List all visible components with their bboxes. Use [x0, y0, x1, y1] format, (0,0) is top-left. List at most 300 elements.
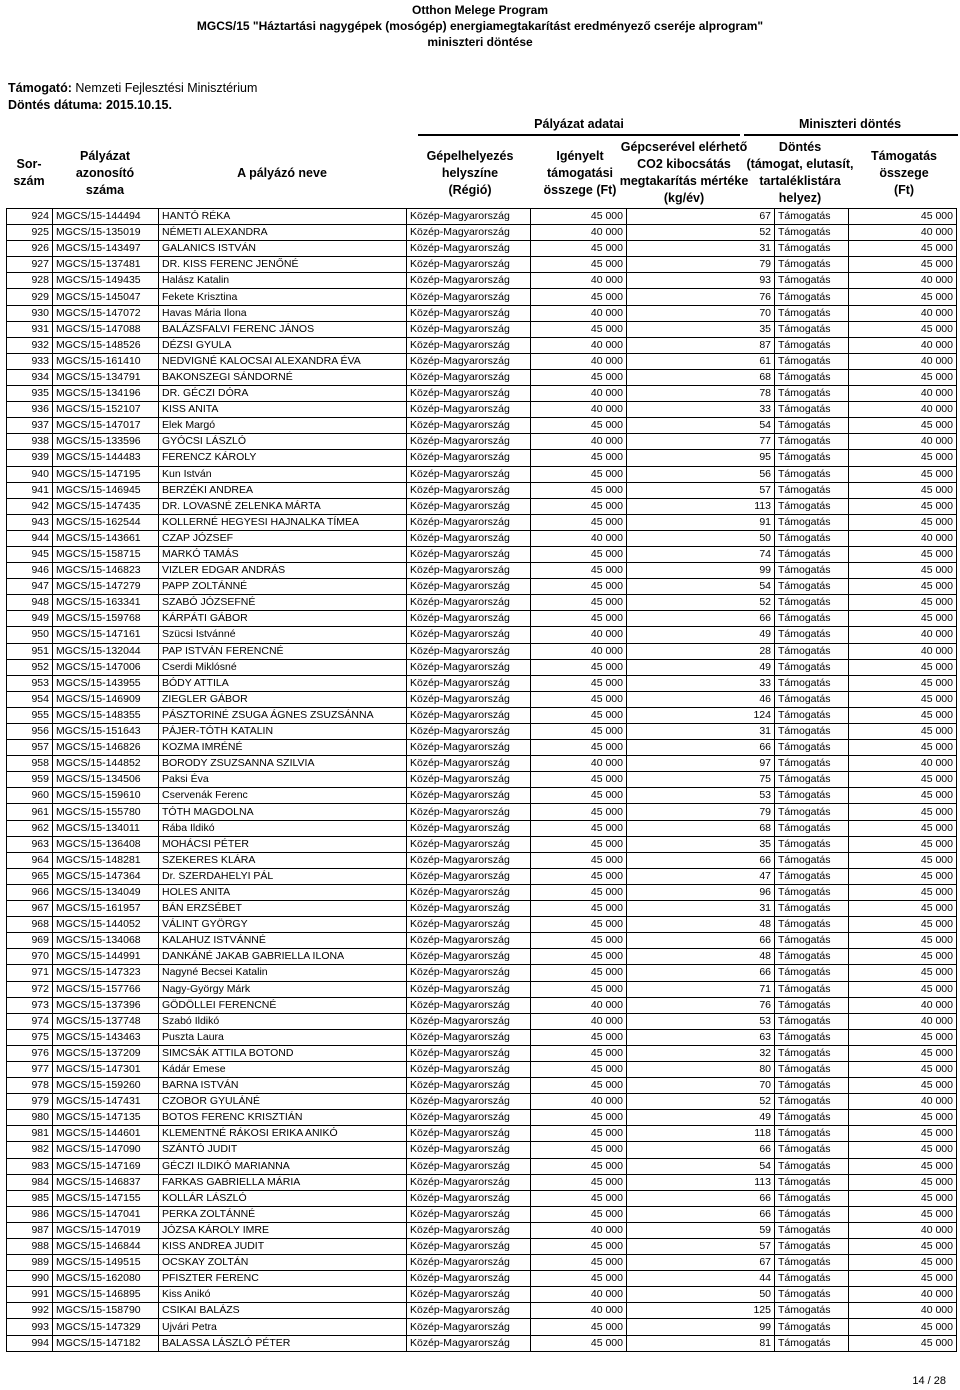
cell-igenyelt: 40 000: [531, 273, 627, 289]
cell-sorszam: 953: [7, 675, 53, 691]
table-row: [7, 772, 957, 788]
table-row: [7, 434, 957, 450]
col-header-azonosito: Pályázat azonosító száma: [75, 148, 135, 197]
cell-nev: VÁLINT GYÖRGY: [159, 917, 407, 933]
cell-co2: 50: [627, 530, 775, 546]
cell-osszeg: 45 000: [849, 563, 957, 579]
table-row: [7, 353, 957, 369]
cell-regio: Közép-Magyarország: [407, 1061, 531, 1077]
col-header-nev: A pályázó neve: [237, 165, 327, 180]
cell-regio: Közép-Magyarország: [407, 289, 531, 305]
cell-sorszam: 948: [7, 595, 53, 611]
cell-igenyelt: 45 000: [531, 804, 627, 820]
cell-dontes: Támogatás: [775, 740, 849, 756]
cell-sorszam: 954: [7, 691, 53, 707]
cell-co2: 57: [627, 1239, 775, 1255]
cell-co2: 44: [627, 1271, 775, 1287]
cell-osszeg: 45 000: [849, 981, 957, 997]
cell-regio: Közép-Magyarország: [407, 1303, 531, 1319]
cell-regio: Közép-Magyarország: [407, 1142, 531, 1158]
table-row: [7, 997, 957, 1013]
cell-sorszam: 932: [7, 337, 53, 353]
cell-nev: Halász Katalin: [159, 273, 407, 289]
cell-co2: 75: [627, 772, 775, 788]
cell-osszeg: 45 000: [849, 1126, 957, 1142]
cell-co2: 66: [627, 611, 775, 627]
cell-azonosito: MGCS/15-146837: [53, 1174, 159, 1190]
cell-azonosito: MGCS/15-143661: [53, 530, 159, 546]
cell-osszeg: 45 000: [849, 917, 957, 933]
cell-osszeg: 45 000: [849, 595, 957, 611]
cell-sorszam: 992: [7, 1303, 53, 1319]
cell-nev: BÁN ERZSÉBET: [159, 901, 407, 917]
cell-azonosito: MGCS/15-162544: [53, 514, 159, 530]
cell-osszeg: 40 000: [849, 997, 957, 1013]
cell-sorszam: 945: [7, 546, 53, 562]
table-row: [7, 1271, 957, 1287]
cell-dontes: Támogatás: [775, 1190, 849, 1206]
col-header-co2: Gépcserével elérhető CO2 kibocsátás megtakarítás mértéke (kg/év): [619, 140, 749, 205]
cell-osszeg: 45 000: [849, 289, 957, 305]
cell-azonosito: MGCS/15-147161: [53, 627, 159, 643]
cell-regio: Közép-Magyarország: [407, 933, 531, 949]
cell-co2: 33: [627, 402, 775, 418]
cell-dontes: Támogatás: [775, 772, 849, 788]
cell-osszeg: 45 000: [849, 1078, 957, 1094]
cell-regio: Közép-Magyarország: [407, 353, 531, 369]
cell-dontes: Támogatás: [775, 1126, 849, 1142]
cell-sorszam: 940: [7, 466, 53, 482]
cell-regio: Közép-Magyarország: [407, 1013, 531, 1029]
cell-azonosito: MGCS/15-134791: [53, 369, 159, 385]
cell-azonosito: MGCS/15-147017: [53, 418, 159, 434]
cell-co2: 66: [627, 740, 775, 756]
cell-sorszam: 957: [7, 740, 53, 756]
table-row: [7, 563, 957, 579]
cell-regio: Közép-Magyarország: [407, 1319, 531, 1335]
table-row: [7, 852, 957, 868]
cell-nev: BARNA ISTVÁN: [159, 1078, 407, 1094]
cell-sorszam: 939: [7, 450, 53, 466]
cell-osszeg: 45 000: [849, 498, 957, 514]
cell-sorszam: 941: [7, 482, 53, 498]
cell-osszeg: 45 000: [849, 466, 957, 482]
cell-osszeg: 45 000: [849, 724, 957, 740]
cell-igenyelt: 45 000: [531, 546, 627, 562]
cell-dontes: Támogatás: [775, 1045, 849, 1061]
cell-osszeg: 45 000: [849, 546, 957, 562]
cell-regio: Közép-Magyarország: [407, 1094, 531, 1110]
group-decision-header: Miniszteri döntés: [798, 116, 902, 131]
cell-dontes: Támogatás: [775, 1271, 849, 1287]
cell-nev: DR. LOVASNÉ ZELENKA MÁRTA: [159, 498, 407, 514]
table-row: [7, 1239, 957, 1255]
table-row: [7, 305, 957, 321]
cell-azonosito: MGCS/15-143463: [53, 1029, 159, 1045]
cell-regio: Közép-Magyarország: [407, 402, 531, 418]
cell-sorszam: 969: [7, 933, 53, 949]
table-row: [7, 1142, 957, 1158]
table-row: [7, 546, 957, 562]
table-row: [7, 1013, 957, 1029]
cell-sorszam: 964: [7, 852, 53, 868]
cell-regio: Közép-Magyarország: [407, 434, 531, 450]
table-row: [7, 917, 957, 933]
cell-osszeg: 45 000: [849, 514, 957, 530]
cell-dontes: Támogatás: [775, 804, 849, 820]
cell-sorszam: 933: [7, 353, 53, 369]
cell-regio: Közép-Magyarország: [407, 595, 531, 611]
cell-osszeg: 45 000: [849, 1045, 957, 1061]
table-row: [7, 788, 957, 804]
cell-co2: 99: [627, 1319, 775, 1335]
cell-regio: Közép-Magyarország: [407, 1206, 531, 1222]
cell-regio: Közép-Magyarország: [407, 386, 531, 402]
cell-igenyelt: 45 000: [531, 772, 627, 788]
cell-azonosito: MGCS/15-149515: [53, 1255, 159, 1271]
cell-dontes: Támogatás: [775, 1094, 849, 1110]
cell-sorszam: 959: [7, 772, 53, 788]
supporter-value: Nemzeti Fejlesztési Minisztérium: [75, 81, 258, 95]
table-row: [7, 1045, 957, 1061]
cell-nev: KISS ANITA: [159, 402, 407, 418]
cell-sorszam: 931: [7, 321, 53, 337]
cell-igenyelt: 45 000: [531, 1045, 627, 1061]
cell-osszeg: 45 000: [849, 965, 957, 981]
cell-co2: 35: [627, 836, 775, 852]
cell-azonosito: MGCS/15-136408: [53, 836, 159, 852]
cell-igenyelt: 40 000: [531, 1287, 627, 1303]
cell-dontes: Támogatás: [775, 369, 849, 385]
table-body: [7, 209, 957, 1352]
cell-osszeg: 45 000: [849, 1029, 957, 1045]
cell-co2: 91: [627, 514, 775, 530]
table-row: [7, 868, 957, 884]
cell-nev: SZABÓ JÓZSEFNÉ: [159, 595, 407, 611]
cell-dontes: Támogatás: [775, 1255, 849, 1271]
cell-sorszam: 930: [7, 305, 53, 321]
cell-azonosito: MGCS/15-159768: [53, 611, 159, 627]
cell-dontes: Támogatás: [775, 466, 849, 482]
cell-nev: KOLLÁR LÁSZLÓ: [159, 1190, 407, 1206]
cell-igenyelt: 45 000: [531, 1110, 627, 1126]
cell-osszeg: 45 000: [849, 1110, 957, 1126]
cell-co2: 31: [627, 724, 775, 740]
cell-sorszam: 979: [7, 1094, 53, 1110]
cell-igenyelt: 45 000: [531, 466, 627, 482]
cell-regio: Közép-Magyarország: [407, 1158, 531, 1174]
table-row: [7, 466, 957, 482]
cell-osszeg: 45 000: [849, 257, 957, 273]
cell-azonosito: MGCS/15-135019: [53, 225, 159, 241]
cell-nev: PÁSZTORINÉ ZSUGA ÁGNES ZSUZSÁNNA: [159, 707, 407, 723]
cell-osszeg: 45 000: [849, 579, 957, 595]
cell-azonosito: MGCS/15-146844: [53, 1239, 159, 1255]
cell-igenyelt: 45 000: [531, 836, 627, 852]
cell-igenyelt: 45 000: [531, 1126, 627, 1142]
cell-nev: GALANICS ISTVÁN: [159, 241, 407, 257]
cell-osszeg: 45 000: [849, 1174, 957, 1190]
cell-dontes: Támogatás: [775, 579, 849, 595]
cell-regio: Közép-Magyarország: [407, 1126, 531, 1142]
cell-sorszam: 972: [7, 981, 53, 997]
cell-dontes: Támogatás: [775, 1206, 849, 1222]
cell-osszeg: 40 000: [849, 353, 957, 369]
cell-co2: 52: [627, 595, 775, 611]
cell-co2: 80: [627, 1061, 775, 1077]
cell-co2: 46: [627, 691, 775, 707]
date-label: Döntés dátuma:: [8, 98, 103, 112]
cell-azonosito: MGCS/15-147329: [53, 1319, 159, 1335]
col-header-regio: Gépelhelyezés helyszíne (Régió): [426, 148, 514, 197]
cell-azonosito: MGCS/15-134011: [53, 820, 159, 836]
cell-sorszam: 963: [7, 836, 53, 852]
cell-nev: PERKA ZOLTÁNNÉ: [159, 1206, 407, 1222]
cell-azonosito: MGCS/15-137396: [53, 997, 159, 1013]
cell-sorszam: 962: [7, 820, 53, 836]
table-row: [7, 1110, 957, 1126]
cell-regio: Közép-Magyarország: [407, 675, 531, 691]
table-row: [7, 1222, 957, 1238]
cell-igenyelt: 45 000: [531, 1174, 627, 1190]
cell-nev: GÉCZI ILDIKÓ MARIANNA: [159, 1158, 407, 1174]
cell-igenyelt: 45 000: [531, 1078, 627, 1094]
cell-nev: KOZMA IMRÉNÉ: [159, 740, 407, 756]
cell-sorszam: 987: [7, 1222, 53, 1238]
cell-osszeg: 45 000: [849, 707, 957, 723]
cell-sorszam: 961: [7, 804, 53, 820]
cell-azonosito: MGCS/15-159610: [53, 788, 159, 804]
cell-azonosito: MGCS/15-146909: [53, 691, 159, 707]
cell-nev: DR. KISS FERENC JENŐNÉ: [159, 257, 407, 273]
table-row: [7, 1190, 957, 1206]
cell-sorszam: 929: [7, 289, 53, 305]
cell-sorszam: 988: [7, 1239, 53, 1255]
cell-nev: Kun István: [159, 466, 407, 482]
cell-nev: VIZLER EDGAR ANDRÁS: [159, 563, 407, 579]
cell-azonosito: MGCS/15-132044: [53, 643, 159, 659]
table-row: [7, 1029, 957, 1045]
cell-dontes: Támogatás: [775, 418, 849, 434]
cell-sorszam: 980: [7, 1110, 53, 1126]
cell-igenyelt: 45 000: [531, 289, 627, 305]
cell-igenyelt: 45 000: [531, 1271, 627, 1287]
cell-regio: Közép-Magyarország: [407, 981, 531, 997]
cell-regio: Közép-Magyarország: [407, 563, 531, 579]
table-row: [7, 611, 957, 627]
table-row: [7, 418, 957, 434]
cell-azonosito: MGCS/15-144991: [53, 949, 159, 965]
cell-nev: Puszta Laura: [159, 1029, 407, 1045]
cell-regio: Közép-Magyarország: [407, 482, 531, 498]
cell-regio: Közép-Magyarország: [407, 611, 531, 627]
table-row: [7, 289, 957, 305]
cell-nev: Cservenák Ferenc: [159, 788, 407, 804]
cell-co2: 53: [627, 788, 775, 804]
cell-nev: Dr. SZERDAHELYI PÁL: [159, 868, 407, 884]
cell-osszeg: 40 000: [849, 402, 957, 418]
cell-co2: 74: [627, 546, 775, 562]
cell-igenyelt: 45 000: [531, 917, 627, 933]
cell-azonosito: MGCS/15-144483: [53, 450, 159, 466]
cell-igenyelt: 40 000: [531, 337, 627, 353]
cell-sorszam: 973: [7, 997, 53, 1013]
table-row: [7, 724, 957, 740]
cell-igenyelt: 45 000: [531, 788, 627, 804]
cell-nev: BAKONSZEGI SÁNDORNÉ: [159, 369, 407, 385]
cell-nev: Ujvári Petra: [159, 1319, 407, 1335]
cell-osszeg: 45 000: [849, 691, 957, 707]
cell-co2: 79: [627, 257, 775, 273]
cell-dontes: Támogatás: [775, 659, 849, 675]
cell-co2: 32: [627, 1045, 775, 1061]
cell-co2: 63: [627, 1029, 775, 1045]
cell-co2: 48: [627, 949, 775, 965]
cell-co2: 113: [627, 498, 775, 514]
cell-regio: Közép-Magyarország: [407, 369, 531, 385]
cell-nev: KALAHUZ ISTVÁNNÉ: [159, 933, 407, 949]
cell-sorszam: 986: [7, 1206, 53, 1222]
cell-co2: 67: [627, 1255, 775, 1271]
cell-sorszam: 952: [7, 659, 53, 675]
cell-nev: NEDVIGNÉ KALOCSAI ALEXANDRA ÉVA: [159, 353, 407, 369]
cell-regio: Közép-Magyarország: [407, 530, 531, 546]
table-row: [7, 675, 957, 691]
cell-dontes: Támogatás: [775, 788, 849, 804]
cell-nev: GYÓCSI LÁSZLÓ: [159, 434, 407, 450]
cell-co2: 52: [627, 1094, 775, 1110]
cell-sorszam: 951: [7, 643, 53, 659]
cell-igenyelt: 45 000: [531, 369, 627, 385]
cell-regio: Közép-Magyarország: [407, 643, 531, 659]
cell-nev: Paksi Éva: [159, 772, 407, 788]
table-row: [7, 1319, 957, 1335]
cell-igenyelt: 40 000: [531, 225, 627, 241]
cell-sorszam: 968: [7, 917, 53, 933]
cell-dontes: Támogatás: [775, 820, 849, 836]
cell-igenyelt: 40 000: [531, 1013, 627, 1029]
cell-dontes: Támogatás: [775, 917, 849, 933]
cell-dontes: Támogatás: [775, 353, 849, 369]
cell-osszeg: 40 000: [849, 434, 957, 450]
cell-osszeg: 45 000: [849, 1319, 957, 1335]
table-row: [7, 1255, 957, 1271]
cell-sorszam: 983: [7, 1158, 53, 1174]
cell-co2: 71: [627, 981, 775, 997]
table-row: [7, 450, 957, 466]
table-row: [7, 369, 957, 385]
cell-sorszam: 990: [7, 1271, 53, 1287]
cell-regio: Közép-Magyarország: [407, 965, 531, 981]
cell-nev: SZEKERES KLÁRA: [159, 852, 407, 868]
cell-sorszam: 994: [7, 1335, 53, 1351]
cell-dontes: Támogatás: [775, 965, 849, 981]
cell-igenyelt: 45 000: [531, 514, 627, 530]
group-application-header: Pályázat adatai: [534, 116, 624, 131]
cell-osszeg: 45 000: [849, 321, 957, 337]
cell-dontes: Támogatás: [775, 402, 849, 418]
cell-sorszam: 926: [7, 241, 53, 257]
date-value: 2015.10.15.: [105, 98, 172, 112]
cell-nev: BORODY ZSUZSANNA SZILVIA: [159, 756, 407, 772]
decision-title: miniszteri döntése: [427, 35, 533, 49]
cell-igenyelt: 45 000: [531, 1158, 627, 1174]
cell-azonosito: MGCS/15-137481: [53, 257, 159, 273]
cell-azonosito: MGCS/15-144852: [53, 756, 159, 772]
cell-regio: Közép-Magyarország: [407, 772, 531, 788]
cell-co2: 35: [627, 321, 775, 337]
cell-regio: Közép-Magyarország: [407, 901, 531, 917]
cell-regio: Közép-Magyarország: [407, 1271, 531, 1287]
table-row: [7, 933, 957, 949]
cell-regio: Közép-Magyarország: [407, 724, 531, 740]
cell-osszeg: 45 000: [849, 788, 957, 804]
cell-igenyelt: 40 000: [531, 627, 627, 643]
cell-nev: DÉZSI GYULA: [159, 337, 407, 353]
cell-dontes: Támogatás: [775, 530, 849, 546]
cell-co2: 66: [627, 965, 775, 981]
cell-azonosito: MGCS/15-134068: [53, 933, 159, 949]
cell-igenyelt: 45 000: [531, 691, 627, 707]
cell-osszeg: 45 000: [849, 209, 957, 225]
cell-igenyelt: 45 000: [531, 659, 627, 675]
cell-igenyelt: 45 000: [531, 901, 627, 917]
cell-co2: 95: [627, 450, 775, 466]
cell-nev: KOLLERNÉ HEGYESI HAJNALKA TÍMEA: [159, 514, 407, 530]
cell-azonosito: MGCS/15-148526: [53, 337, 159, 353]
table-row: [7, 482, 957, 498]
table-row: [7, 804, 957, 820]
cell-igenyelt: 45 000: [531, 611, 627, 627]
cell-dontes: Támogatás: [775, 691, 849, 707]
cell-azonosito: MGCS/15-143497: [53, 241, 159, 257]
cell-dontes: Támogatás: [775, 434, 849, 450]
cell-sorszam: 981: [7, 1126, 53, 1142]
cell-dontes: Támogatás: [775, 595, 849, 611]
cell-co2: 68: [627, 820, 775, 836]
cell-regio: Közép-Magyarország: [407, 627, 531, 643]
cell-regio: Közép-Magyarország: [407, 1078, 531, 1094]
cell-nev: Havas Mária Ilona: [159, 305, 407, 321]
cell-sorszam: 943: [7, 514, 53, 530]
cell-co2: 66: [627, 1206, 775, 1222]
cell-osszeg: 40 000: [849, 1222, 957, 1238]
table-row: [7, 836, 957, 852]
cell-dontes: Támogatás: [775, 933, 849, 949]
cell-nev: KÁRPÁTI GÁBOR: [159, 611, 407, 627]
cell-dontes: Támogatás: [775, 241, 849, 257]
cell-osszeg: 40 000: [849, 643, 957, 659]
cell-sorszam: 966: [7, 884, 53, 900]
cell-igenyelt: 45 000: [531, 820, 627, 836]
table-row: [7, 901, 957, 917]
cell-igenyelt: 45 000: [531, 724, 627, 740]
cell-regio: Közép-Magyarország: [407, 917, 531, 933]
cell-sorszam: 958: [7, 756, 53, 772]
cell-osszeg: 45 000: [849, 852, 957, 868]
cell-regio: Közép-Magyarország: [407, 804, 531, 820]
cell-igenyelt: 40 000: [531, 1303, 627, 1319]
cell-sorszam: 965: [7, 868, 53, 884]
cell-regio: Közép-Magyarország: [407, 1222, 531, 1238]
cell-nev: Fekete Krisztina: [159, 289, 407, 305]
cell-nev: Rába Ildikó: [159, 820, 407, 836]
cell-sorszam: 938: [7, 434, 53, 450]
cell-azonosito: MGCS/15-147431: [53, 1094, 159, 1110]
cell-azonosito: MGCS/15-147155: [53, 1190, 159, 1206]
cell-nev: BALASSA LÁSZLÓ PÉTER: [159, 1335, 407, 1351]
cell-azonosito: MGCS/15-134196: [53, 386, 159, 402]
